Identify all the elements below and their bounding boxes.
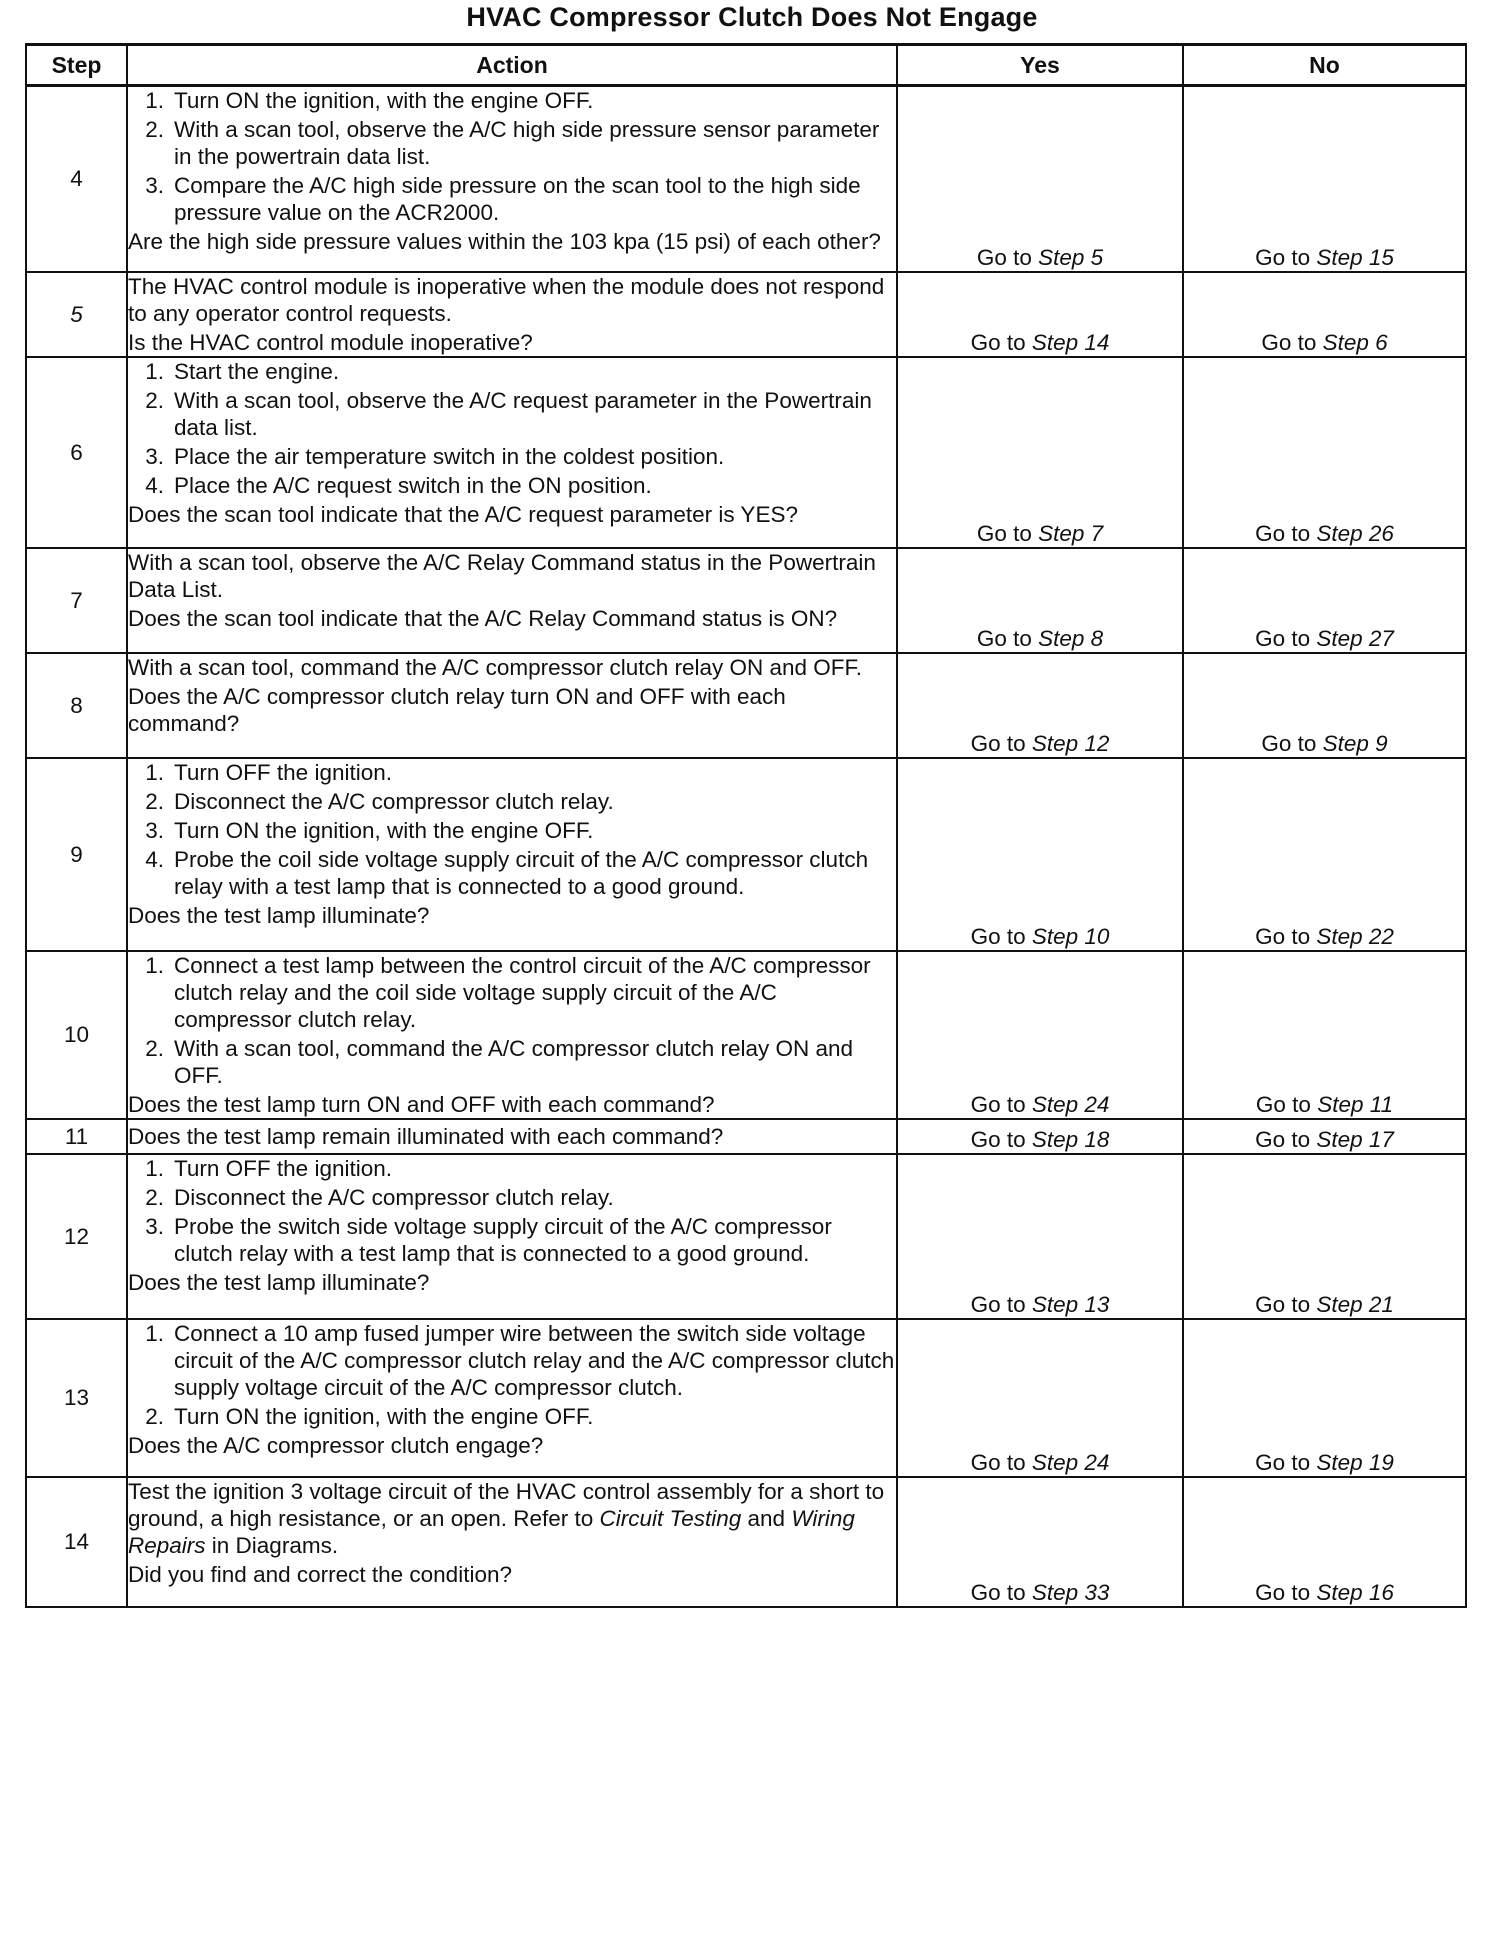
yes-result: Go to Step 8: [897, 548, 1183, 653]
table-row: [26, 951, 1466, 1119]
table-row: [26, 1477, 1466, 1607]
action-question: Does the scan tool indicate that the A/C Relay Command status is ON?: [128, 605, 838, 631]
no-result: Go to Step 9: [1183, 653, 1466, 758]
action-text: Test the ignition 3 voltage circuit of the HVAC control assembly for a short to ground, a high resistance, or an open. Refer to Circuit Testing and Wiring Repairs in Diagrams.: [128, 1478, 885, 1558]
yes-result: Go to Step 5: [897, 86, 1183, 272]
table-row: [26, 272, 1466, 357]
yes-result: Go to Step 12: [897, 653, 1183, 758]
table-row: [26, 758, 1466, 951]
step-number: 4: [26, 86, 127, 272]
list-item: 2. With a scan tool, observe the A/C high side pressure sensor parameter in the powertrain data list.: [145, 117, 880, 169]
action-text: With a scan tool, command the A/C compressor clutch relay ON and OFF.: [128, 654, 863, 680]
yes-result: Go to Step 18: [897, 1119, 1183, 1154]
list-item: 2. With a scan tool, observe the A/C request parameter in the Powertrain data list.: [145, 387, 872, 440]
step-number: 5: [26, 272, 127, 357]
table-header-row: [26, 45, 1466, 86]
header-no: No: [1183, 45, 1466, 86]
table-row: [26, 1154, 1466, 1319]
action-list: [128, 1155, 896, 1267]
yes-result: Go to Step 33: [897, 1477, 1183, 1607]
no-result: Go to Step 11: [1183, 951, 1466, 1119]
action-list: [128, 87, 896, 226]
action-text: The HVAC control module is inoperative when the module does not respond to any operator control requests.: [128, 273, 885, 326]
no-result: Go to Step 26: [1183, 357, 1466, 548]
action-question: Are the high side pressure values within the 103 kpa (15 psi) of each other?: [128, 229, 881, 254]
action-question: Does the A/C compressor clutch relay turn ON and OFF with each command?: [128, 683, 786, 736]
list-item: 1. Connect a test lamp between the control circuit of the A/C compressor clutch relay and the coil side voltage supply circuit of the A/C compressor clutch relay.: [145, 952, 871, 1032]
step-number: 14: [26, 1477, 127, 1607]
action-cell: [127, 1119, 897, 1154]
step-number: 8: [26, 653, 127, 758]
action-cell: [127, 86, 897, 272]
no-result: Go to Step 15: [1183, 86, 1466, 272]
action-cell: [127, 357, 897, 548]
action-question: Is the HVAC control module inoperative?: [128, 329, 533, 355]
action-cell: [127, 951, 897, 1119]
action-cell: [127, 1154, 897, 1319]
action-list: [128, 1320, 896, 1430]
no-result: Go to Step 27: [1183, 548, 1466, 653]
action-cell: [127, 272, 897, 357]
step-number: 9: [26, 758, 127, 951]
yes-result: Go to Step 24: [897, 1319, 1183, 1477]
yes-result: Go to Step 24: [897, 951, 1183, 1119]
header-yes: Yes: [897, 45, 1183, 86]
yes-result: Go to Step 13: [897, 1154, 1183, 1319]
step-number: 7: [26, 548, 127, 653]
list-item: 3. Turn ON the ignition, with the engine OFF.: [145, 817, 594, 843]
action-question: Does the scan tool indicate that the A/C request parameter is YES?: [128, 501, 798, 527]
action-question: Does the test lamp turn ON and OFF with each command?: [128, 1091, 715, 1117]
step-number: 6: [26, 357, 127, 548]
no-result: Go to Step 6: [1183, 272, 1466, 357]
action-cell: [127, 1319, 897, 1477]
list-item: 1. Turn OFF the ignition.: [145, 1155, 393, 1181]
list-item: 3. Compare the A/C high side pressure on the scan tool to the high side pressure value on the ACR2000.: [145, 173, 861, 225]
table-row: [26, 357, 1466, 548]
action-text: With a scan tool, observe the A/C Relay Command status in the Powertrain Data List.: [128, 549, 876, 602]
table-row: [26, 1319, 1466, 1477]
action-list: [128, 952, 896, 1089]
list-item: 2. Disconnect the A/C compressor clutch relay.: [145, 788, 614, 814]
step-number: 12: [26, 1154, 127, 1319]
list-item: 1. Turn ON the ignition, with the engine OFF.: [145, 88, 594, 113]
list-item: 3. Place the air temperature switch in the coldest position.: [145, 443, 725, 469]
reference-link: Wiring Repairs: [128, 1505, 855, 1558]
header-action: Action: [127, 45, 897, 86]
action-cell: [127, 1477, 897, 1607]
no-result: Go to Step 19: [1183, 1319, 1466, 1477]
table-row: [26, 548, 1466, 653]
list-item: 4. Probe the coil side voltage supply circuit of the A/C compressor clutch relay with a test lamp that is connected to a good ground.: [145, 846, 869, 899]
diagnostic-table: [25, 43, 1467, 1608]
list-item: 3. Probe the switch side voltage supply circuit of the A/C compressor clutch relay with a test lamp that is connected to a good ground.: [145, 1213, 832, 1266]
step-number: 10: [26, 951, 127, 1119]
list-item: 2. Disconnect the A/C compressor clutch relay.: [145, 1184, 614, 1210]
reference-link: Circuit Testing: [599, 1505, 742, 1531]
action-list: [128, 358, 896, 499]
action-question: Does the test lamp remain illuminated with each command?: [128, 1123, 724, 1149]
table-row: [26, 653, 1466, 758]
list-item: 4. Place the A/C request switch in the ON position.: [145, 472, 652, 498]
header-step: Step: [26, 45, 127, 86]
list-item: 1. Connect a 10 amp fused jumper wire between the switch side voltage circuit of the A/C compressor clutch relay and the A/C compressor clutch supply voltage circuit of the A/C compressor clutch.: [145, 1320, 895, 1400]
list-item: 1. Turn OFF the ignition.: [145, 759, 393, 785]
list-item: 2. With a scan tool, command the A/C compressor clutch relay ON and OFF.: [145, 1035, 854, 1088]
table-row: [26, 1119, 1466, 1154]
list-item: 2. Turn ON the ignition, with the engine OFF.: [145, 1403, 594, 1429]
no-result: Go to Step 17: [1183, 1119, 1466, 1154]
document-title: HVAC Compressor Clutch Does Not Engage: [466, 2, 1038, 32]
yes-result: Go to Step 7: [897, 357, 1183, 548]
action-question: Did you find and correct the condition?: [128, 1561, 512, 1587]
action-list: [128, 759, 896, 900]
step-number: 13: [26, 1319, 127, 1477]
yes-result: Go to Step 10: [897, 758, 1183, 951]
action-cell: [127, 548, 897, 653]
action-question: Does the test lamp illuminate?: [128, 1269, 430, 1295]
yes-result: Go to Step 14: [897, 272, 1183, 357]
action-cell: [127, 758, 897, 951]
step-number: 11: [26, 1119, 127, 1154]
action-question: Does the A/C compressor clutch engage?: [128, 1432, 544, 1458]
no-result: Go to Step 22: [1183, 758, 1466, 951]
action-cell: [127, 653, 897, 758]
no-result: Go to Step 21: [1183, 1154, 1466, 1319]
no-result: Go to Step 16: [1183, 1477, 1466, 1607]
action-question: Does the test lamp illuminate?: [128, 902, 430, 928]
list-item: 1. Start the engine.: [145, 358, 340, 384]
table-row: [26, 86, 1466, 272]
